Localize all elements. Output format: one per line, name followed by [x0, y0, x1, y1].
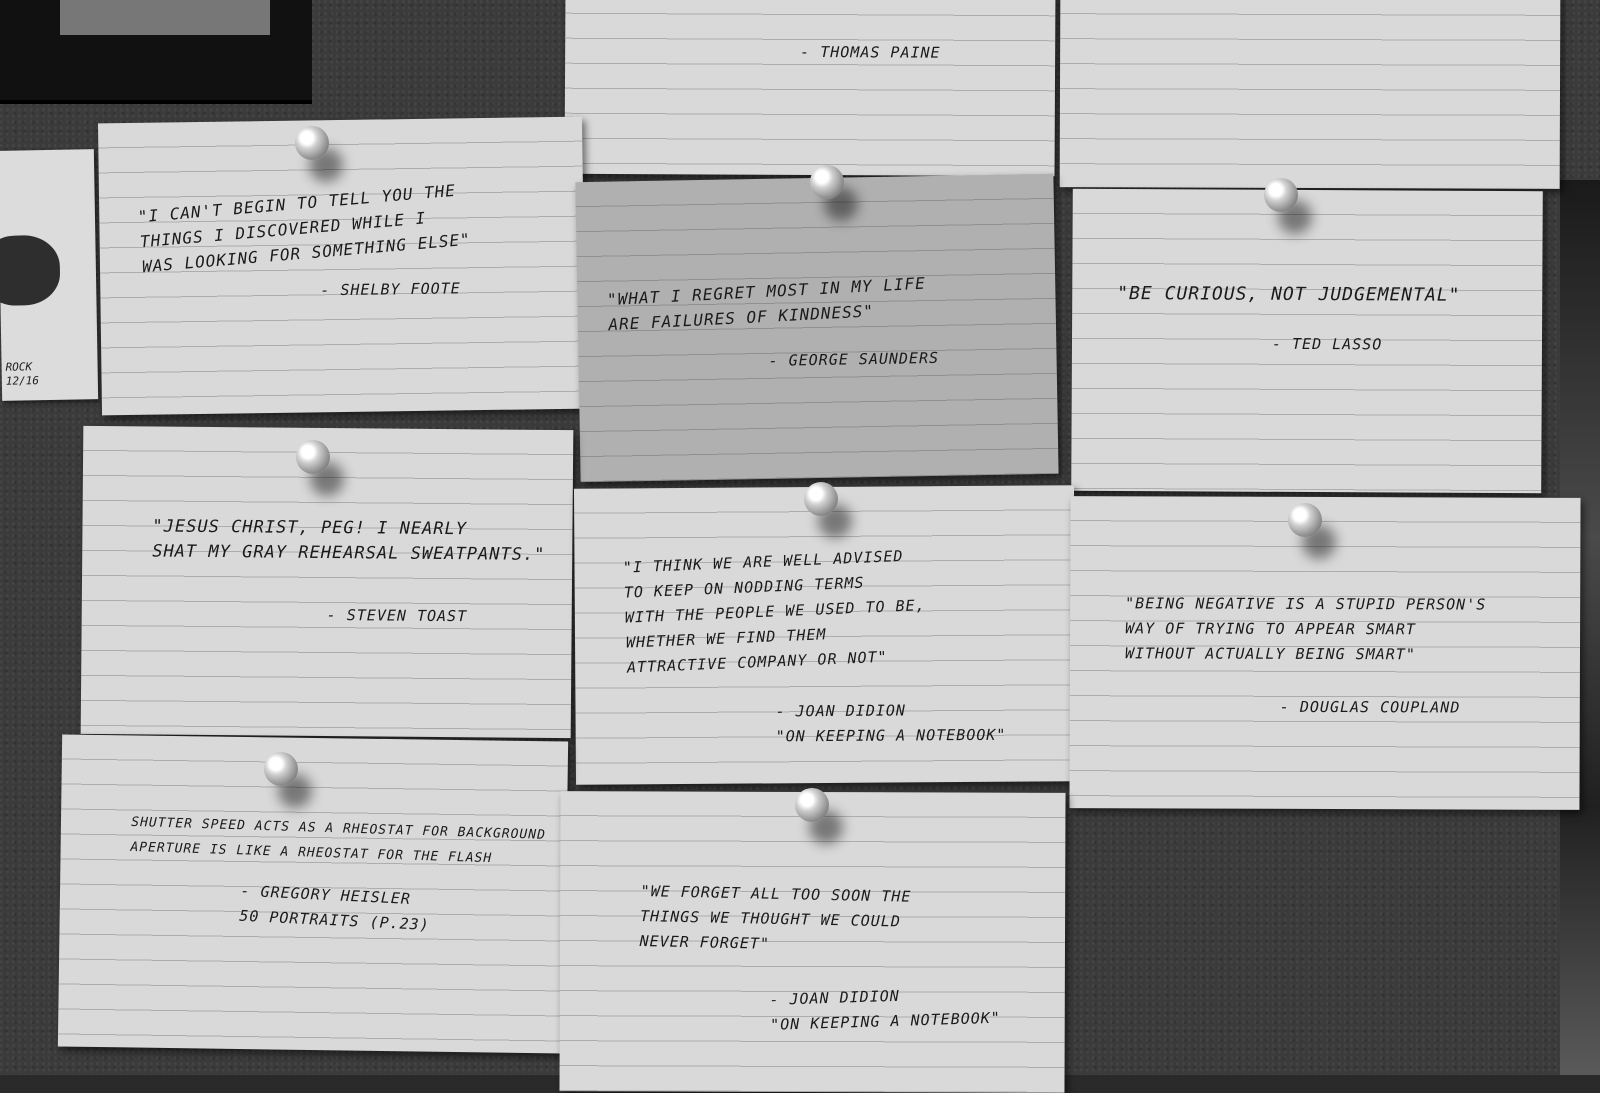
card-author: - GREGORY HEISLER 50 PORTRAITS (P.23) [238, 881, 431, 934]
card-quote: "WHAT I REGRET MOST IN MY LIFE ARE FAILURES OF KINDNESS" [606, 273, 927, 335]
card-quote: "JESUS CHRIST, PEG! I NEARLY SHAT MY GRAY REHEARSAL SWEATPANTS." [152, 516, 546, 565]
card-quote: "I CAN'T BEGIN TO TELL YOU THE THINGS I DISCOVERED WHILE I WAS LOOKING FOR SOMETHING ELSE" [137, 180, 472, 277]
card-author: - DOUGLAS COUPLAND [1279, 697, 1461, 717]
card-author: - SHELBY FOOTE [320, 279, 461, 300]
push-pin [795, 788, 829, 822]
card-thomas-paine [565, 0, 1056, 176]
card-ted-lasso [1071, 189, 1543, 493]
card-author: - TED LASSO [1271, 334, 1383, 354]
push-pin [810, 165, 844, 199]
card-author: - JOAN DIDION "ON KEEPING A NOTEBOOK" [775, 701, 1007, 746]
card-author: - GEORGE SAUNDERS [768, 348, 940, 370]
card-author: - STEVEN TOAST [326, 605, 468, 626]
card-quote [1130, 0, 1534, 4]
picture-frame [0, 0, 312, 104]
push-pin [1288, 503, 1322, 537]
push-pin [804, 482, 838, 516]
push-pin [264, 752, 298, 786]
push-pin [296, 440, 330, 474]
push-pin [295, 126, 329, 160]
card-george-saunders [575, 174, 1058, 482]
card-steven-toast [81, 426, 574, 738]
card-author: - JOAN DIDION "ON KEEPING A NOTEBOOK" [769, 986, 1002, 1034]
photo-caption: ROCK 12/16 [5, 360, 40, 389]
card-quote: "I THINK WE ARE WELL ADVISED TO KEEP ON NODDING TERMS WITH THE PEOPLE WE USED TO BE, WHETHER WE FIND THEM ATTRACTIVE COMPANY OR NOT" [622, 546, 926, 677]
rock-image [0, 235, 61, 306]
card-douglas-coupland [1069, 496, 1580, 810]
card-quote: SHUTTER SPEED ACTS AS A RHEOSTAT FOR BACKGROUND APERTURE IS LIKE A RHEOSTAT FOR THE FLASH [130, 814, 547, 867]
card-joan-didion-notebook-2 [559, 791, 1065, 1093]
card-author: - THOMAS PAINE [800, 42, 941, 62]
card-shelby-foote [98, 117, 586, 416]
card-gregory-heisler [58, 734, 568, 1053]
card-quote: "WE FORGET ALL TOO SOON THE THINGS WE THOUGHT WE COULD NEVER FORGET" [639, 882, 912, 953]
card-top-right [1060, 0, 1561, 189]
card-quote: "BE CURIOUS, NOT JUDGEMENTAL" [1117, 283, 1461, 306]
photo-print [0, 149, 98, 401]
frame-mat [60, 0, 270, 35]
card-joan-didion-notebook-1 [574, 485, 1076, 784]
push-pin [1264, 178, 1298, 212]
card-quote: "BEING NEGATIVE IS A STUPID PERSON'S WAY OF TRYING TO APPEAR SMART WITHOUT ACTUALLY BEING SMART" [1124, 594, 1487, 664]
